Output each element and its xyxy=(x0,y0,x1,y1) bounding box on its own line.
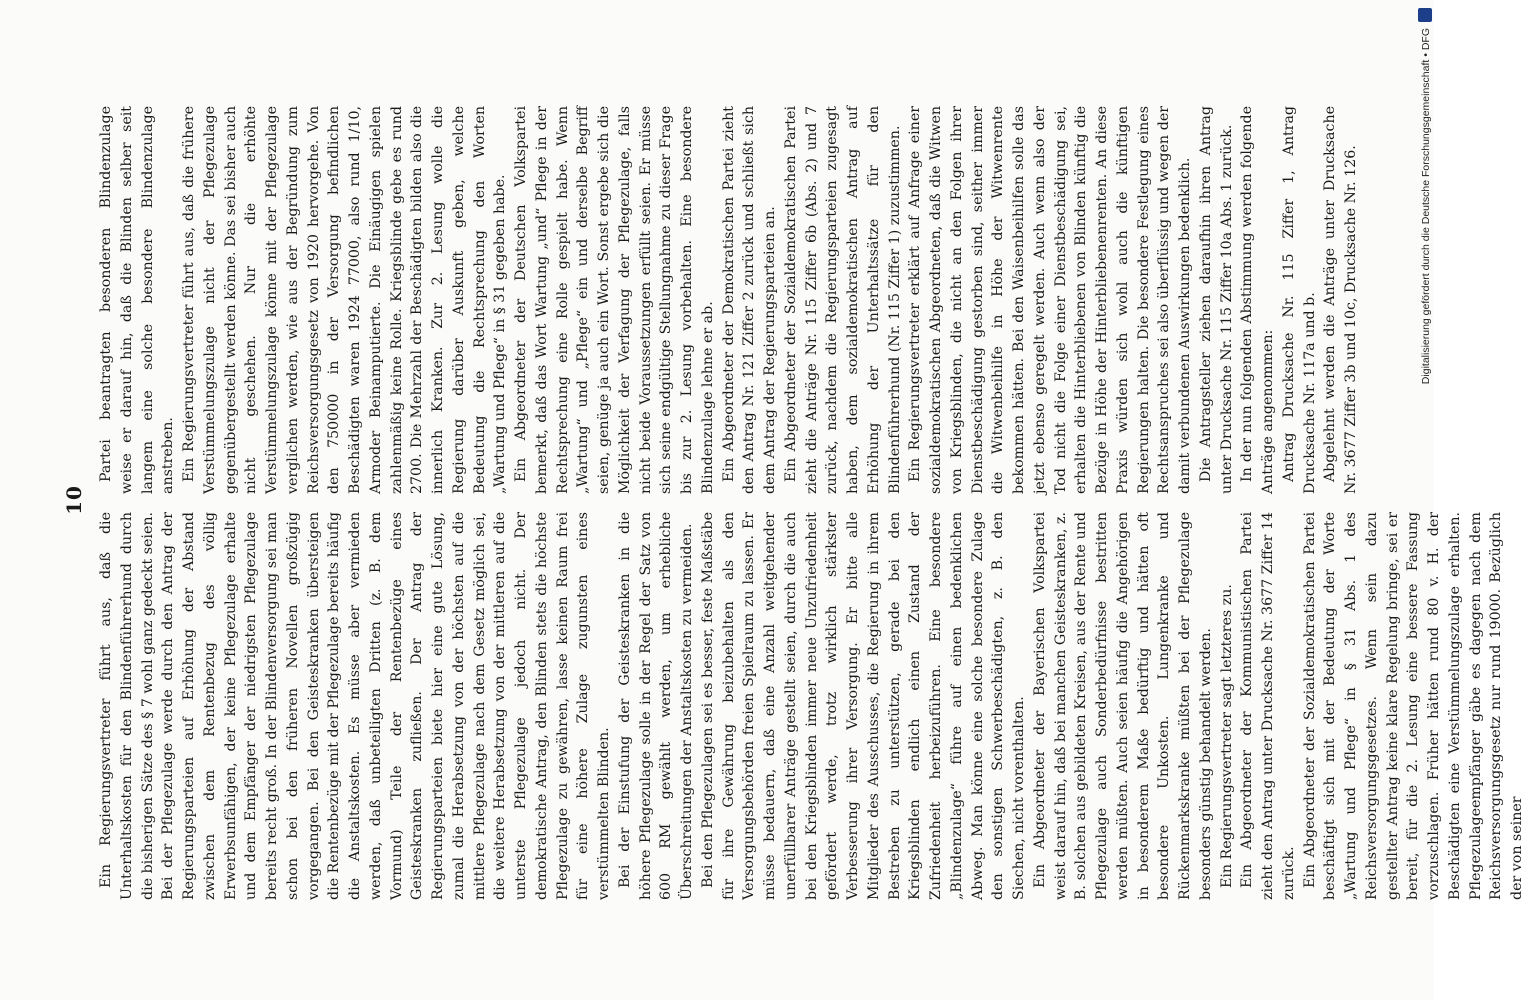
paragraph: Ein Abgeordneter der Demokratischen Partei zieht den Antrag Nr. 121 Ziffer 2 zurück und schließt sich dem Antrag der Regierungsparteien an. xyxy=(720,106,778,494)
paragraph: Ein Abgeordneter der Sozialdemokratischen Partei beschäftigt sich mit der Bedeutung der Worte „Wartung und Pflege“ in § 31 Abs. 1 des Reichsversorgungsgesetzes. Wenn sein dazu gestellter Antrag keine klare Regelung bringe, sei er bereit, für die 2. Lesung eine bessere Fassung vorzuschlagen. Früher hätten rund 80 v. H. der Beschädigten eine Verstümmelungszulage erhalten. Pflegezulageempfänger gäbe es dagegen nach dem Reichsversorgungsgesetz nur rund 19000. Bezüglich der von seiner xyxy=(1301,512,1525,900)
paragraph: Ein Abgeordneter der Sozialdemokratischen Partei zieht die Anträge Nr. 115 Ziffer 6b (Abs. 2) und 7 zurück, nachdem die Regierungsparteien zugesagt haben, dem sozialdemokratischen Antrag auf Erhöhung der Unterhaltssätze für den Blindenführerhund (Nr. 115 Ziffer 1) zuzustimmen. xyxy=(782,106,903,494)
dfg-logo-icon xyxy=(1418,8,1432,22)
right-text-column xyxy=(96,106,1362,494)
page-number: 10 xyxy=(62,485,86,515)
paragraph: Ein Regierungsvertreter führt aus, daß die Unterhaltskosten für den Blindenführerhund durch die bisherigen Sätze des § 7 wohl ganz gedeckt seien. Bei der Pflegezulage werde durch den Antrag der Regierungsparteien auf Erhöhung der Abstand zwischen dem Rentenbezug des völlig Erwerbsunfähigen, der keine Pflegezulage erhalte und dem Empfänger der niedrigsten Pflegezulage bereits recht groß. In der Blindenversorgung sei man schon bei den früheren Novellen großzügig vorgegangen. Bei den Geisteskranken übersteigen die Rentenbezüge mit der Pflegezulage bereits häufig die Anstaltskosten. Es müsse aber vermieden werden, daß unbeteiligten Dritten (z. B. dem Vormund) Teile der Rentenbezüge eines Geisteskranken zufließen. Der Antrag der Regierungsparteien biete hier eine gute Lösung, zumal die Herabsetzung von der höchsten auf die mittlere Pflegezulage nach dem Gesetz möglich sei, die weitere Herabsetzung von der mittleren auf die unterste Pflegezulage jedoch nicht. Der demokratische Antrag, den Blinden stets die höchste Pflegezulage zu gewähren, lasse keinen Raum frei für eine höhere Zulage zugunsten eines verstümmelten Blinden. xyxy=(98,512,612,900)
paragraph: Antrag Drucksache Nr. 115 Ziffer 1, Antrag Drucksache Nr. 117a und b. xyxy=(1280,106,1318,494)
paragraph: Ein Regierungsvertreter erklärt auf Anfrage einer sozialdemokratischen Abgeordneten, daß die Witwen von Kriegsblinden, die nicht an den Folgen ihrer Dienstbeschädigung gestorben sind, seither immer die Witwenbeihilfe in Höhe der Witwenrente bekommen hätten. Bei den Waisenbeihilfen solle das jetzt ebenso geregelt werden. Auch wenn also der Tod nicht die Folge einer Dienstbeschädigung sei, erhalten die Hinterbliebenen von Blinden künftig die Bezüge in Höhe der Hinterbliebenenrenten. An diese Praxis würden sich wohl auch die künftigen Regierungen halten. Die besondere Festlegung eines Rechtsanspruches sei also überflüssig und wegen der damit verbundenen Auswirkungen bedenklich. xyxy=(907,106,1193,494)
paragraph: Bei den Pflegezulagen sei es besser, feste Maßstäbe für ihre Gewährung beizubehalten als den Versorgungsbehörden freien Spielraum zu lassen. Er müsse bedauern, daß eine Anzahl weitgehender unerfüllbarer Anträge gestellt seien, durch die auch bei den Kriegsblinden immer neue Unzufriedenheit gefördert werde, trotz wirklich stärkster Verbesserung ihrer Versorgung. Er bitte alle Mitglieder des Ausschusses, die Regierung in ihrem Bestreben zu unterstützen, gerade bei den Kriegsblinden endlich einen Zustand der Zufriedenheit herbeizuführen. Eine besondere „Blindenzulage“ führe auf einen bedenklichen Abweg. Man könne eine solche besondere Zulage den sonstigen Schwerbeschädigten, z. B. den Siechen, nicht vorenthalten. xyxy=(699,512,1027,900)
paragraph: Ein Abgeordneter der Bayerischen Volkspartei weist darauf hin, daß bei manchen Geisteskranken, z. B. solchen aus gebildeten Kreisen, aus der Rente und Pflegezulage auch Sonderbedürfnisse bestritten werden müßten. Auch seien häufig die Angehörigen in besonderem Maße bedürftig und hätten oft besondere Unkosten. Lungenkranke und Rückenmarkskranke müßten bei der Pflegezulage besonders günstig behandelt werden. xyxy=(1031,512,1214,900)
paragraph: Abgelehnt werden die Anträge unter Drucksache Nr. 3677 Ziffer 3b und 10c, Drucksache Nr. 126. xyxy=(1322,106,1359,494)
paragraph: Ein Abgeordneter der Kommunistischen Partei zieht den Antrag unter Drucksache Nr. 3677 Ziffer 14 zurück. xyxy=(1239,512,1297,900)
paragraph: Die Antragsteller ziehen daraufhin ihren Antrag unter Drucksache Nr. 115 Ziffer 10a Abs. 1 zurück. xyxy=(1197,106,1235,494)
paragraph: In der nun folgenden Abstimmung werden folgende Anträge angenommen: xyxy=(1239,106,1276,494)
left-text-column xyxy=(96,512,1528,900)
paragraph: Ein Abgeordneter der Deutschen Volkspartei bemerkt, daß das Wort Wartung „und“ Pflege in der Rechtsprechung eine Rolle gespielt habe. Wenn „Wartung“ und „Pflege“ ein und derselbe Begriff seien, genüge ja auch ein Wort. Sonst ergebe sich die Möglichkeit der Verfagung der Pflegezulage, falls nicht beide Voraussetzungen erfüllt seien. Er müsse sich seine endgültige Stellungnahme zu dieser Frage bis zur 2. Lesung vorbehalten. Eine besondere Blindenzulage lehne er ab. xyxy=(513,106,716,494)
paragraph: Ein Regierungsvertreter führt aus, daß die frühere Verstümmelungszulage nicht der Pflegezulage gegenübergestellt werden könne. Das sei bisher auch nicht geschehen. Nur die erhöhte Verstümmelungszulage könne mit der Pflegezulage verglichen werden, wie aus der Begründung zum Reichsversorgungsgesetz von 1920 hervorgehe. Von den 750000 in der Versorgung befindlichen Beschädigten waren 1924 77000, also rund 1/10, Armoder Beinamputierte. Die Einäugigen spielen zahlenmäßig keine Rolle. Kriegsblinde gebe es rund 2700. Die Mehrzahl der Beschädigten bilden also die innerlich Kranken. Zur 2. Lesung wolle die Regierung darüber Auskunft geben, welche Bedeutung die Rechtsprechung den Worten „Wartung und Pflege“ in § 31 gegeben habe. xyxy=(181,106,509,494)
paragraph: Ein Regierungsvertreter sagt letzteres zu. xyxy=(1218,584,1235,888)
digitization-footer: Digitalisierung gefördert durch die Deutsche Forschungsgemeinschaft • DFG xyxy=(1420,28,1432,385)
paragraph: Partei beantragten besonderen Blindenzulage weise er darauf hin, daß die Blinden selber seit langem eine solche besondere Blindenzulage anstreben. xyxy=(98,106,177,494)
paragraph: Bei der Einstufung der Geisteskranken in die höhere Pflegezulage solle in der Regel der Satz von 600 RM gewählt werden, um erhebliche Überschreitungen der Anstaltskosten zu vermeiden. xyxy=(616,512,695,900)
